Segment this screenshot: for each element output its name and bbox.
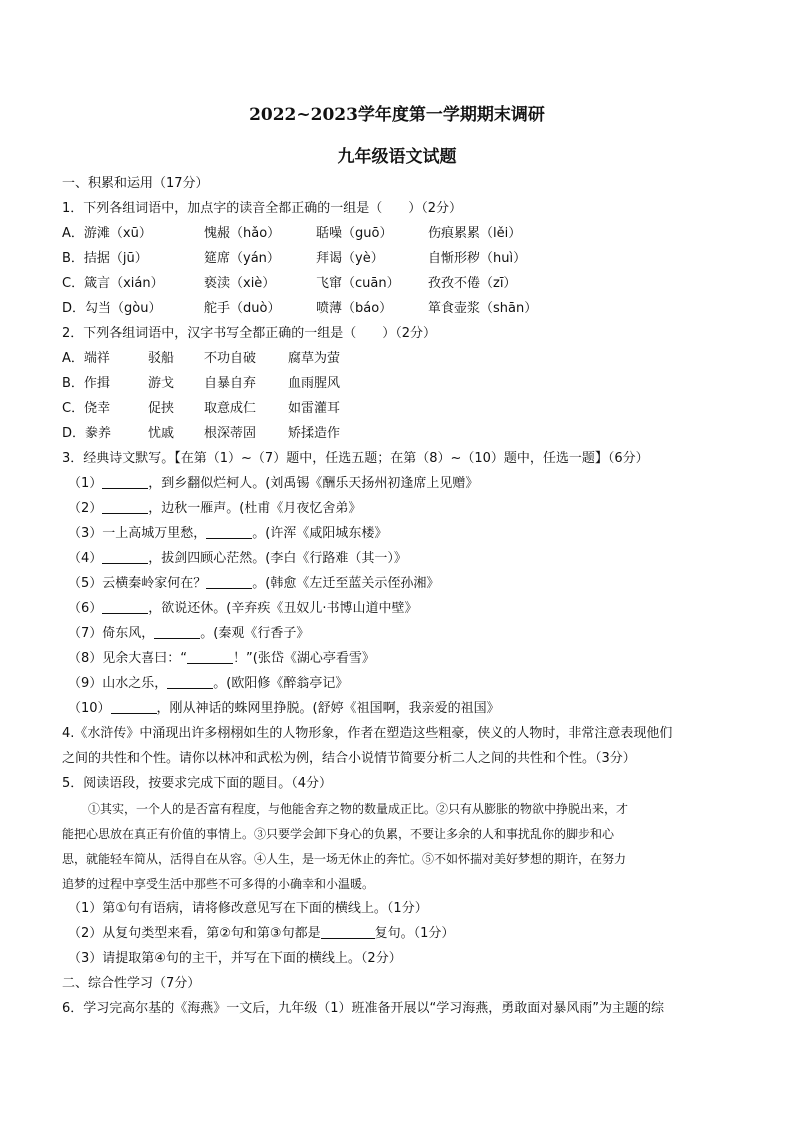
answer-blank[interactable]	[102, 476, 148, 489]
q1-option-c-1: C．箴言（xián）	[62, 276, 164, 291]
exam-title: 2022~2023学年度第一学期期末调研	[249, 105, 545, 125]
recitation-item: （9）山水之乐， 。(欧阳修《醉翁亭记》	[68, 676, 349, 691]
sub-question: （1）第①句有语病，请将修改意见写在下面的横线上。（1分）	[68, 901, 428, 916]
q1-option-b-2: 筵席（yán）	[204, 251, 280, 266]
answer-blank[interactable]	[102, 601, 148, 614]
recitation-item: （10） ，刚从神话的蛛网里挣脱。(舒婷《祖国啊，我亲爱的祖国》	[68, 701, 500, 716]
answer-blank[interactable]	[206, 526, 252, 539]
recitation-item: （3）一上高城万里愁， 。(许浑《咸阳城东楼》	[68, 526, 388, 541]
q1-option-a-4: 伤痕累累（lěi）	[428, 226, 522, 241]
exam-subtitle: 九年级语文试题	[337, 147, 457, 167]
passage-line: 追梦的过程中享受生活中那些不可多得的小确幸和小温暖。	[62, 877, 375, 891]
question-stem: 2．下列各组词语中，汉字书写全都正确的一组是（ ）（2分）	[62, 326, 437, 341]
passage-line: ①其实，一个人的是否富有程度，与他能舍弃之物的数量成正比。②只有从膨胀的物欲中挣脱出来，才	[88, 802, 629, 816]
answer-blank[interactable]	[111, 701, 157, 714]
answer-blank[interactable]	[206, 576, 252, 589]
sub-question: （3）请提取第④句的主干，并写在下面的横线上。（2分）	[68, 951, 402, 966]
q1-option-a-1: A．游滩（xū）	[62, 226, 152, 241]
q2-option-b-2: 游戈	[148, 376, 175, 391]
q1-option-b-3: 拜谒（yè）	[316, 251, 384, 266]
q1-option-c-4: 孜孜不倦（zī）	[428, 276, 517, 291]
q2-option-b-1: B．作揖	[62, 376, 110, 391]
q1-option-b-4: 自惭形秽（huì）	[428, 251, 527, 266]
question-text: 之间的共性和个性。请你以林冲和武松为例，结合小说情节简要分析二人之间的共性和个性。（3分）	[62, 751, 636, 766]
q2-option-d-4: 矫揉造作	[288, 426, 341, 441]
q2-option-c-2: 促挟	[148, 401, 175, 416]
q2-option-a-4: 腐草为萤	[288, 351, 341, 366]
recitation-item: （8）见余大喜曰：“ ！”(张岱《湖心亭看雪》	[68, 651, 375, 666]
answer-blank[interactable]	[102, 501, 148, 514]
q1-option-c-2: 亵渎（xiè）	[204, 276, 276, 291]
question-stem: 1．下列各组词语中，加点字的读音全都正确的一组是（ ）（2分）	[62, 201, 463, 216]
recitation-item: （5）云横秦岭家何在？ 。(韩愈《左迁至蓝关示侄孙湘》	[68, 576, 440, 591]
recitation-item: （4） ，拔剑四顾心茫然。(李白《行路难（其一）》	[68, 551, 407, 566]
q2-option-a-2: 驳船	[148, 351, 175, 366]
q1-option-a-3: 聒噪（guō）	[316, 226, 393, 241]
answer-blank[interactable]	[102, 551, 148, 564]
q2-option-c-4: 如雷灌耳	[288, 401, 341, 416]
passage-line: 能把心思放在真正有价值的事情上。③只要学会卸下身心的负累，不要让多余的人和事扰乱你的脚步和心	[62, 827, 615, 841]
recitation-item: （2） ，边秋一雁声。(杜甫《月夜忆舍弟》	[68, 501, 362, 516]
q2-option-c-1: C．侥幸	[62, 401, 111, 416]
q2-option-a-1: A．端祥	[62, 351, 110, 366]
q1-option-d-2: 舵手（duò）	[204, 301, 281, 316]
q2-option-a-3: 不功自破	[204, 351, 257, 366]
question-text: 4.《水浒传》中涌现出许多栩栩如生的人物形象，作者在塑造这些粗豪，侠义的人物时，非常注意表现他们	[62, 726, 673, 741]
sub-question: （2）从复句类型来看，第②句和第③句都是 复句。（1分）	[68, 926, 455, 941]
section-title: 一、积累和运用（17分）	[62, 176, 209, 191]
q1-option-a-2: 愧赧（hǎo）	[204, 226, 281, 241]
q2-option-d-3: 根深蒂固	[204, 426, 257, 441]
q2-option-b-4: 血雨腥风	[288, 376, 341, 391]
q2-option-d-1: D．豢养	[62, 426, 112, 441]
question-stem: 3．经典诗文默写。【在第（1）~（7）题中，任选五题；在第（8）~（10）题中，任选一题】（6分）	[62, 451, 649, 466]
answer-blank[interactable]	[154, 626, 200, 639]
answer-blank[interactable]	[167, 676, 213, 689]
q2-option-c-3: 取意成仁	[204, 401, 257, 416]
q2-option-d-2: 忧戚	[148, 426, 175, 441]
section-title: 二、综合性学习（7分）	[62, 976, 201, 991]
recitation-item: （6） ，欲说还休。(辛弃疾《丑奴儿·书博山道中壁》	[68, 601, 418, 616]
q1-option-d-3: 喷薄（báo）	[316, 301, 393, 316]
q1-option-d-4: 箪食壶浆（shān）	[428, 301, 538, 316]
q1-option-b-1: B．拮据（jū）	[62, 251, 148, 266]
question-stem: 5．阅读语段，按要求完成下面的题目。（4分）	[62, 776, 333, 791]
passage-line: 思，就能轻车简从，活得自在从容。④人生，是一场无休止的奔忙。⑤不如怀揣对美好梦想的期许，在努力	[62, 852, 627, 866]
answer-blank[interactable]	[321, 926, 375, 939]
question-text: 6．学习完高尔基的《海燕》一文后，九年级（1）班准备开展以“学习海燕，勇敢面对暴风雨”为主题的综	[62, 1001, 665, 1016]
recitation-item: （7）倚东风， 。(秦观《行香子》	[68, 626, 310, 641]
recitation-item: （1） ，到乡翻似烂柯人。(刘禹锡《酬乐天扬州初逢席上见赠》	[68, 476, 479, 491]
q1-option-c-3: 飞窜（cuān）	[316, 276, 400, 291]
q2-option-b-3: 自暴自弃	[204, 376, 257, 391]
answer-blank[interactable]	[187, 651, 233, 664]
q1-option-d-1: D．勾当（gòu）	[62, 301, 162, 316]
